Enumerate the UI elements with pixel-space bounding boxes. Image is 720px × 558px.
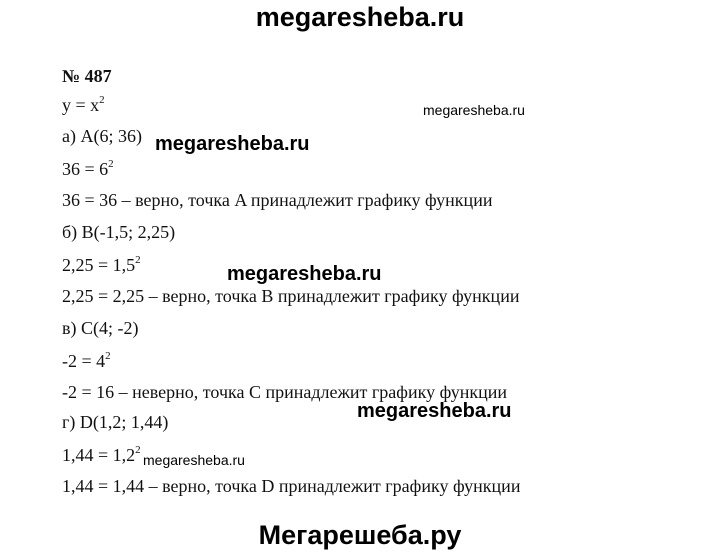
check-d-line: $1,44 = 1,2^2$ bbox=[62, 444, 141, 465]
problem-number: № 487 bbox=[62, 66, 112, 86]
check-a-line: $36 = 6^2$ bbox=[62, 158, 114, 179]
site-footer: Мегарешеба.ру bbox=[258, 520, 462, 550]
point-b-line: б) B(-1,5; 2,25) bbox=[62, 222, 176, 242]
watermark-bold-top: megaresheba.ru bbox=[155, 133, 310, 155]
point-d-line: г) D(1,2; 1,44) bbox=[62, 412, 169, 432]
result-c-line: -2 = 16 – неверно, точка C принадлежит графику функции bbox=[62, 382, 508, 402]
watermark-bold-mid: megaresheba.ru bbox=[227, 263, 382, 285]
result-a-line: 36 = 36 – верно, точка A принадлежит графику функции bbox=[62, 190, 493, 210]
watermark-bold-right: megaresheba.ru bbox=[357, 400, 512, 422]
watermark-small-top: megaresheba.ru bbox=[423, 102, 525, 118]
site-header: megaresheba.ru bbox=[255, 2, 465, 32]
watermark-small-bottom: megaresheba.ru bbox=[143, 452, 245, 468]
result-b-line: 2,25 = 2,25 – верно, точка B принадлежит графику функции bbox=[62, 286, 520, 306]
result-d-line: 1,44 = 1,44 – верно, точка D принадлежит графику функции bbox=[62, 476, 521, 496]
point-a-line: а) A(6; 36) bbox=[62, 126, 142, 146]
check-c-line: $-2 = 4^2$ bbox=[62, 350, 111, 371]
formula-line: $y = x^2$ bbox=[62, 94, 105, 115]
point-c-line: в) C(4; -2) bbox=[62, 318, 139, 338]
check-b-line: $2,25 = 1,5^2$ bbox=[62, 254, 141, 275]
